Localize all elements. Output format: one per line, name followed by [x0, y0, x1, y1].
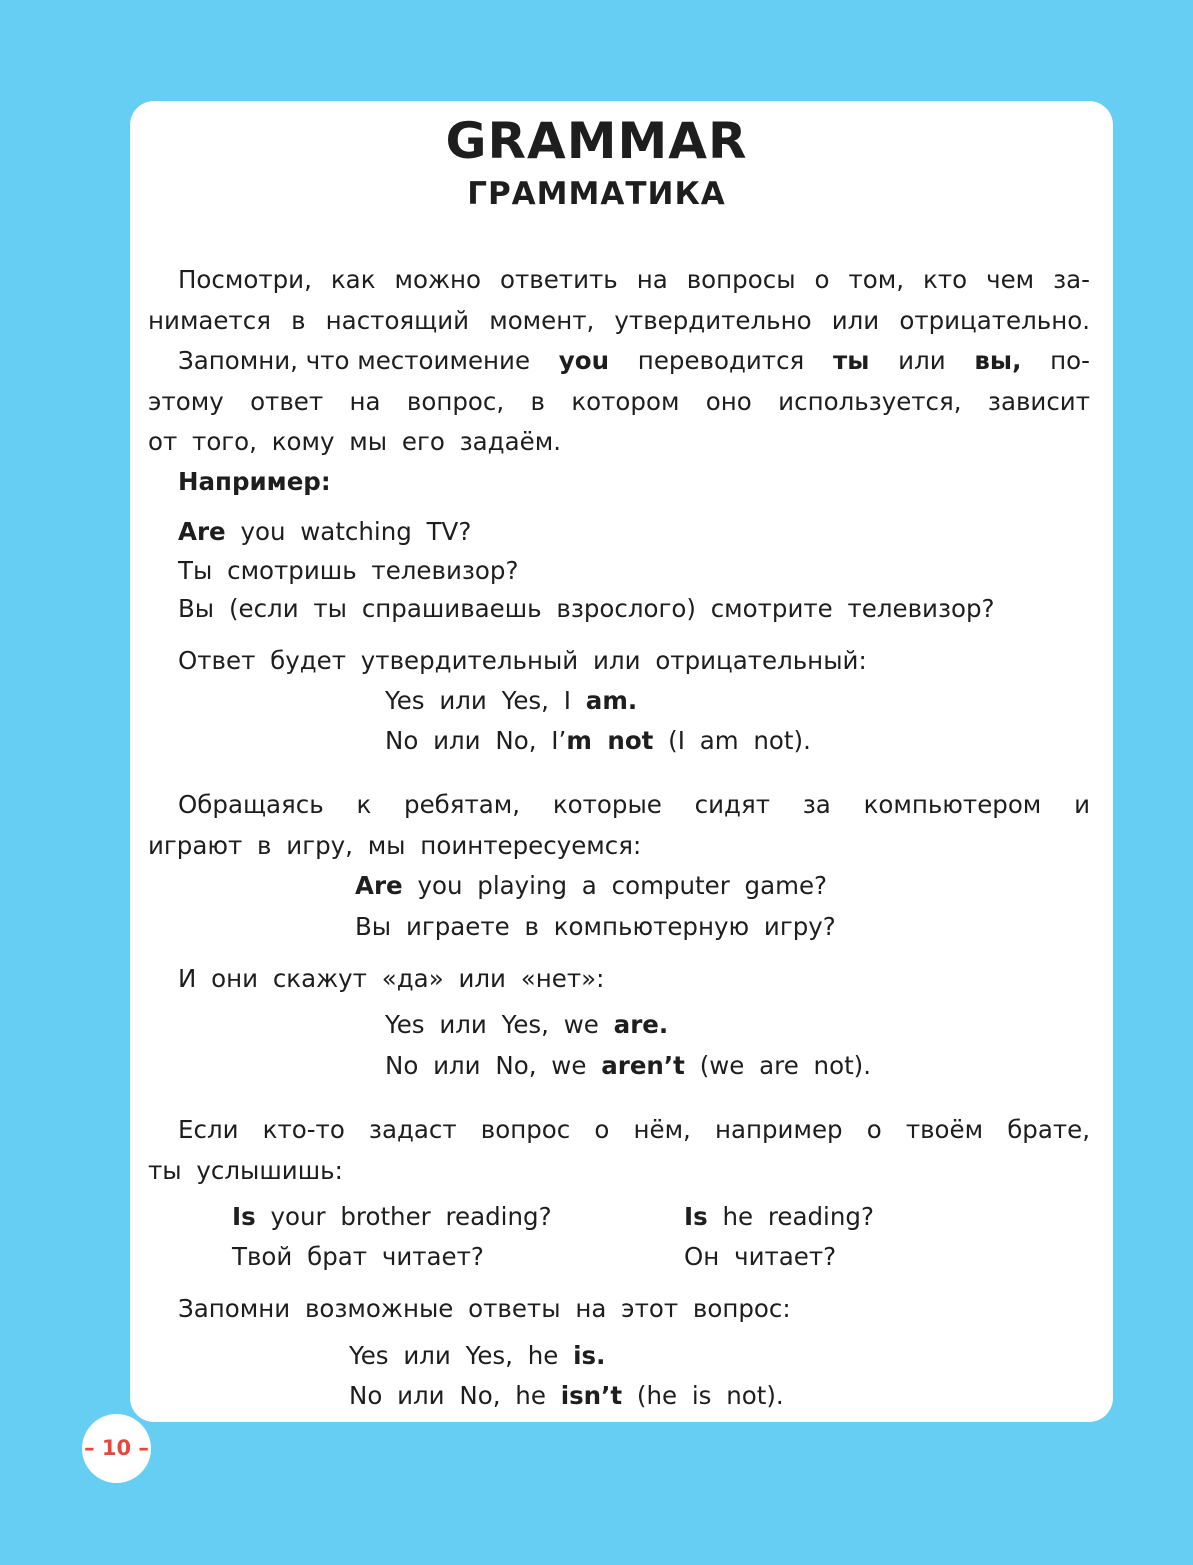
answer-text: Yes или Yes, he: [349, 1341, 574, 1370]
page-subtitle: ГРАММАТИКА: [467, 176, 726, 212]
ex1-translation-1: Ты смотришь телевизор?: [178, 556, 519, 585]
ex3-question-2: [684, 1202, 874, 1232]
ex2-intro-line-1: Обращаясь к ребятам, которые сидят за компьютером и: [178, 790, 1090, 819]
ex3-translation-2: Он читает?: [684, 1242, 837, 1271]
ex1-question: [178, 517, 471, 547]
intro-line-4: этому ответ на вопрос, в котором оно используется, зависит: [148, 387, 1090, 416]
page-title: GRAMMAR: [445, 112, 748, 170]
answer-text: (I am not).: [653, 726, 811, 755]
ex2-question: [355, 871, 827, 901]
ex3-intro-line-1: Если кто-то задаст вопрос о нём, например о твоём брате,: [178, 1115, 1090, 1144]
answer-text: Yes или Yes, we: [385, 1010, 614, 1039]
ex3-answer-intro: Запомни возможные ответы на этот вопрос:: [178, 1294, 791, 1323]
ex3-question-rest: your brother reading?: [255, 1202, 552, 1231]
intro-bold-vy: вы,: [974, 346, 1022, 375]
intro-line-1: Посмотри, как можно ответить на вопросы о том, кто чем за-: [178, 265, 1090, 294]
intro-bold-you: you: [558, 346, 610, 375]
ex2-intro-line-2: играют в игру, мы поинтересуемся:: [148, 831, 642, 860]
intro-text: или: [898, 346, 946, 375]
answer-bold: isn’t: [560, 1381, 623, 1410]
ex3-question-bold: Is: [684, 1202, 708, 1231]
answer-text: (we are not).: [684, 1051, 872, 1080]
ex3-translation-1: Твой брат читает?: [232, 1242, 484, 1271]
ex2-translation: Вы играете в компьютерную игру?: [355, 912, 836, 941]
intro-line-5: от того, кому мы его задаём.: [148, 427, 561, 456]
ex2-question-rest: you playing a computer game?: [402, 871, 828, 900]
example-label: Например:: [178, 467, 331, 496]
ex1-answer-yes: [385, 686, 637, 716]
answer-bold: m not: [566, 726, 654, 755]
ex1-answer-no: [385, 726, 811, 756]
ex1-question-rest: you watching TV?: [225, 517, 472, 546]
answer-text: No или No, we: [385, 1051, 602, 1080]
answer-bold: aren’t: [601, 1051, 685, 1080]
answer-text: (he is not).: [622, 1381, 784, 1410]
intro-text: Запомни, что местоимение: [178, 346, 531, 375]
ex3-question-rest: he reading?: [707, 1202, 874, 1231]
page-number: – 10 –: [82, 1414, 151, 1483]
answer-bold: am.: [585, 686, 638, 715]
ex3-answer-no: [349, 1381, 784, 1411]
intro-text: переводится: [637, 346, 805, 375]
intro-bold-ty: ты: [833, 346, 870, 375]
answer-bold: are.: [613, 1010, 669, 1039]
ex3-question-bold: Is: [232, 1202, 256, 1231]
ex1-answer-intro: Ответ будет утвердительный или отрицательный:: [178, 646, 867, 675]
intro-line-2: нимается в настоящий момент, утвердительно или отрицательно.: [148, 306, 1090, 335]
ex2-answer-no: [385, 1051, 871, 1081]
ex2-question-bold: Are: [355, 871, 403, 900]
ex3-question-1: [232, 1202, 552, 1232]
ex1-question-bold: Are: [178, 517, 226, 546]
answer-bold: is.: [573, 1341, 606, 1370]
ex1-translation-2: Вы (если ты спрашиваешь взрослого) смотрите телевизор?: [178, 594, 995, 623]
intro-line-3: [178, 346, 1090, 376]
intro-text: по-: [1050, 346, 1090, 375]
ex3-intro-line-2: ты услышишь:: [148, 1156, 343, 1185]
answer-text: Yes или Yes, I: [385, 686, 586, 715]
answer-text: No или No, I’: [385, 726, 567, 755]
answer-text: No или No, he: [349, 1381, 561, 1410]
ex2-answer-intro: И они скажут «да» или «нет»:: [178, 964, 605, 993]
ex2-answer-yes: [385, 1010, 668, 1040]
ex3-answer-yes: [349, 1341, 605, 1371]
